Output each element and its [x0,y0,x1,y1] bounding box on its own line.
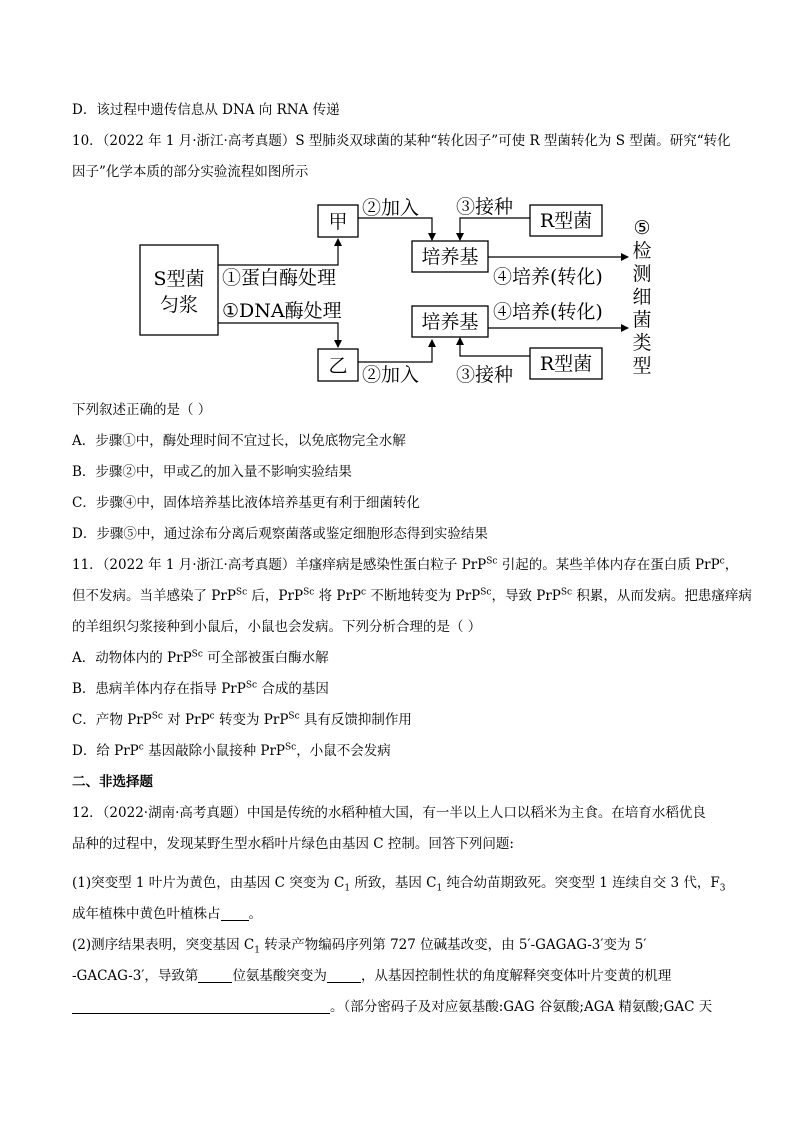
step5-char: 检 [632,240,652,262]
r-bottom-box [530,348,602,379]
q11-option-a: A．动物体内的 PrP$^{Sc}$ 可全部被蛋白酶水解 [72,649,329,666]
q12-stem-line1: 12．（2022·湖南·高考真题）中国是传统的水稻种植大国，有一半以上人口以稻米为主食。在培育水稻优良 [72,805,706,821]
q10-option-b: B．步骤②中，甲或乙的加入量不影响实验结果 [72,464,352,480]
jia-box [318,205,358,237]
s-box-label-1: S型菌 [153,268,205,290]
medium-bottom-label: 培养基 [421,311,479,333]
step5-char: 细 [632,286,652,308]
q10-option-a: A．步骤①中，酶处理时间不宜过长，以免底物完全水解 [72,433,406,449]
q12-part2-line3: 。（部分密码子及对应氨基酸:GAG 谷氨酸;AGA 精氨酸;GAC 天 [72,998,712,1016]
arrow-jia-to-medium [358,218,432,240]
arrow-s-to-yi [218,323,338,347]
step5-char: 型 [632,355,652,377]
s-homogenate-box [140,245,218,335]
yi-label: 乙 [328,355,348,377]
step5-char: 菌 [632,309,652,331]
r-top-label: R型菌 [539,210,593,232]
jia-label: 甲 [328,211,348,233]
q10-option-c: C．步骤④中，固体培养基比液体培养基更有利于细菌转化 [72,495,420,511]
step2-top-label: ②加入 [362,197,420,219]
step5-char: 类 [632,332,652,354]
answer-blank[interactable] [327,968,361,983]
step5-detect-label [632,217,651,377]
q11-stem-line2: 但不发病。当羊感染了 PrP$^{Sc}$ 后，PrP$^{Sc}$ 将 PrP$^c$ 不断地转变为 PrP$^{Sc}$，导致 PrP$^{Sc}$ 积累，从而发病。把患瘙痒病 [72,587,752,604]
medium-top-box [412,241,488,272]
answer-blank[interactable] [198,968,232,983]
q10-option-d: D．步骤⑤中，通过涂布分离后观察菌落或鉴定细胞形态得到实验结果 [72,526,488,542]
arrow-yi-to-medium [358,340,432,362]
step5-char: ⑤ [633,217,651,239]
q9-option-d: D．该过程中遗传信息从 DNA 向 RNA 传递 [72,102,340,118]
q12-stem-line2: 品种的过程中，发现某野生型水稻叶片绿色由基因 C 控制。回答下列问题: [72,836,514,852]
q11-stem-line3: 的羊组织匀浆接种到小鼠后，小鼠也会发病。下列分析合理的是（ ） [72,619,482,635]
step1-protease-label: ①蛋白酶处理 [222,267,337,289]
medium-bottom-box [412,306,488,337]
arrow-r-bottom-to-medium [460,338,530,356]
answer-blank[interactable] [72,999,330,1014]
step3-top-label: ③接种 [456,196,514,218]
q11-option-d: D．给 PrP$^c$ 基因敲除小鼠接种 PrP$^{Sc}$，小鼠不会发病 [72,742,391,759]
arrow-r-top-to-medium [460,218,530,240]
q12-part2-line1: (2)测序结果表明，突变基因 $C_1$ 转录产物编码序列第 727 位碱基改变，由 5′-GAGAG-3′变为 5′ [72,937,647,956]
q11-stem-line1: 11．（2022 年 1 月·浙江·高考真题）羊瘙痒病是感染性蛋白粒子 PrP$^{Sc}$ 引起的。某些羊体内存在蛋白质 PrP$^c$， [72,556,739,573]
q10-stem-line1: 10．（2022 年 1 月·浙江·高考真题）S 型肺炎双球菌的某种“转化因子”可使 R 型菌转化为 S 型菌。研究“转化 [72,133,731,149]
step5-char: 测 [632,263,652,285]
yi-box [318,349,358,381]
q12-part1-line2: 成年植株中黄色叶植株占 。 [72,906,262,922]
s-box-label-2: 匀浆 [159,294,199,316]
step4-top-label: ④培养(转化) [493,266,603,288]
step4-bottom-label: ④培养(转化) [493,301,603,323]
q12-part1-line1: (1)突变型 1 叶片为黄色，由基因 C 突变为 $C_1$ 所致，基因 $C_1$ 纯合幼苗期致死。突变型 1 连续自交 3 代，$F_3$ [72,875,726,894]
step3-bottom-label: ③接种 [456,364,514,386]
section2-title: 二、非选择题 [72,774,153,790]
q11-option-b: B．患病羊体内存在指导 PrP$^{Sc}$ 合成的基因 [72,680,329,697]
r-top-box [530,205,602,236]
q11-option-c: C．产物 PrP$^{Sc}$ 对 PrP$^c$ 转变为 PrP$^{Sc}$ 具有反馈抑制作用 [72,711,412,728]
q10-stem-line2: 因子”化学本质的部分实验流程如图所示 [72,164,309,180]
arrow-s-to-jia [218,239,338,265]
q10-prompt: 下列叙述正确的是（ ） [72,402,212,418]
r-bottom-label: R型菌 [539,353,593,375]
medium-top-label: 培养基 [421,246,479,268]
step1-dnase-label: ①DNA酶处理 [222,300,342,322]
q12-part2-line2: -GACAG-3′，导致第 位氨基酸突变为 ，从基因控制性状的角度解释突变体叶片变黄的机理 [72,968,672,984]
answer-blank[interactable] [221,906,249,921]
step2-bottom-label: ②加入 [362,364,420,386]
